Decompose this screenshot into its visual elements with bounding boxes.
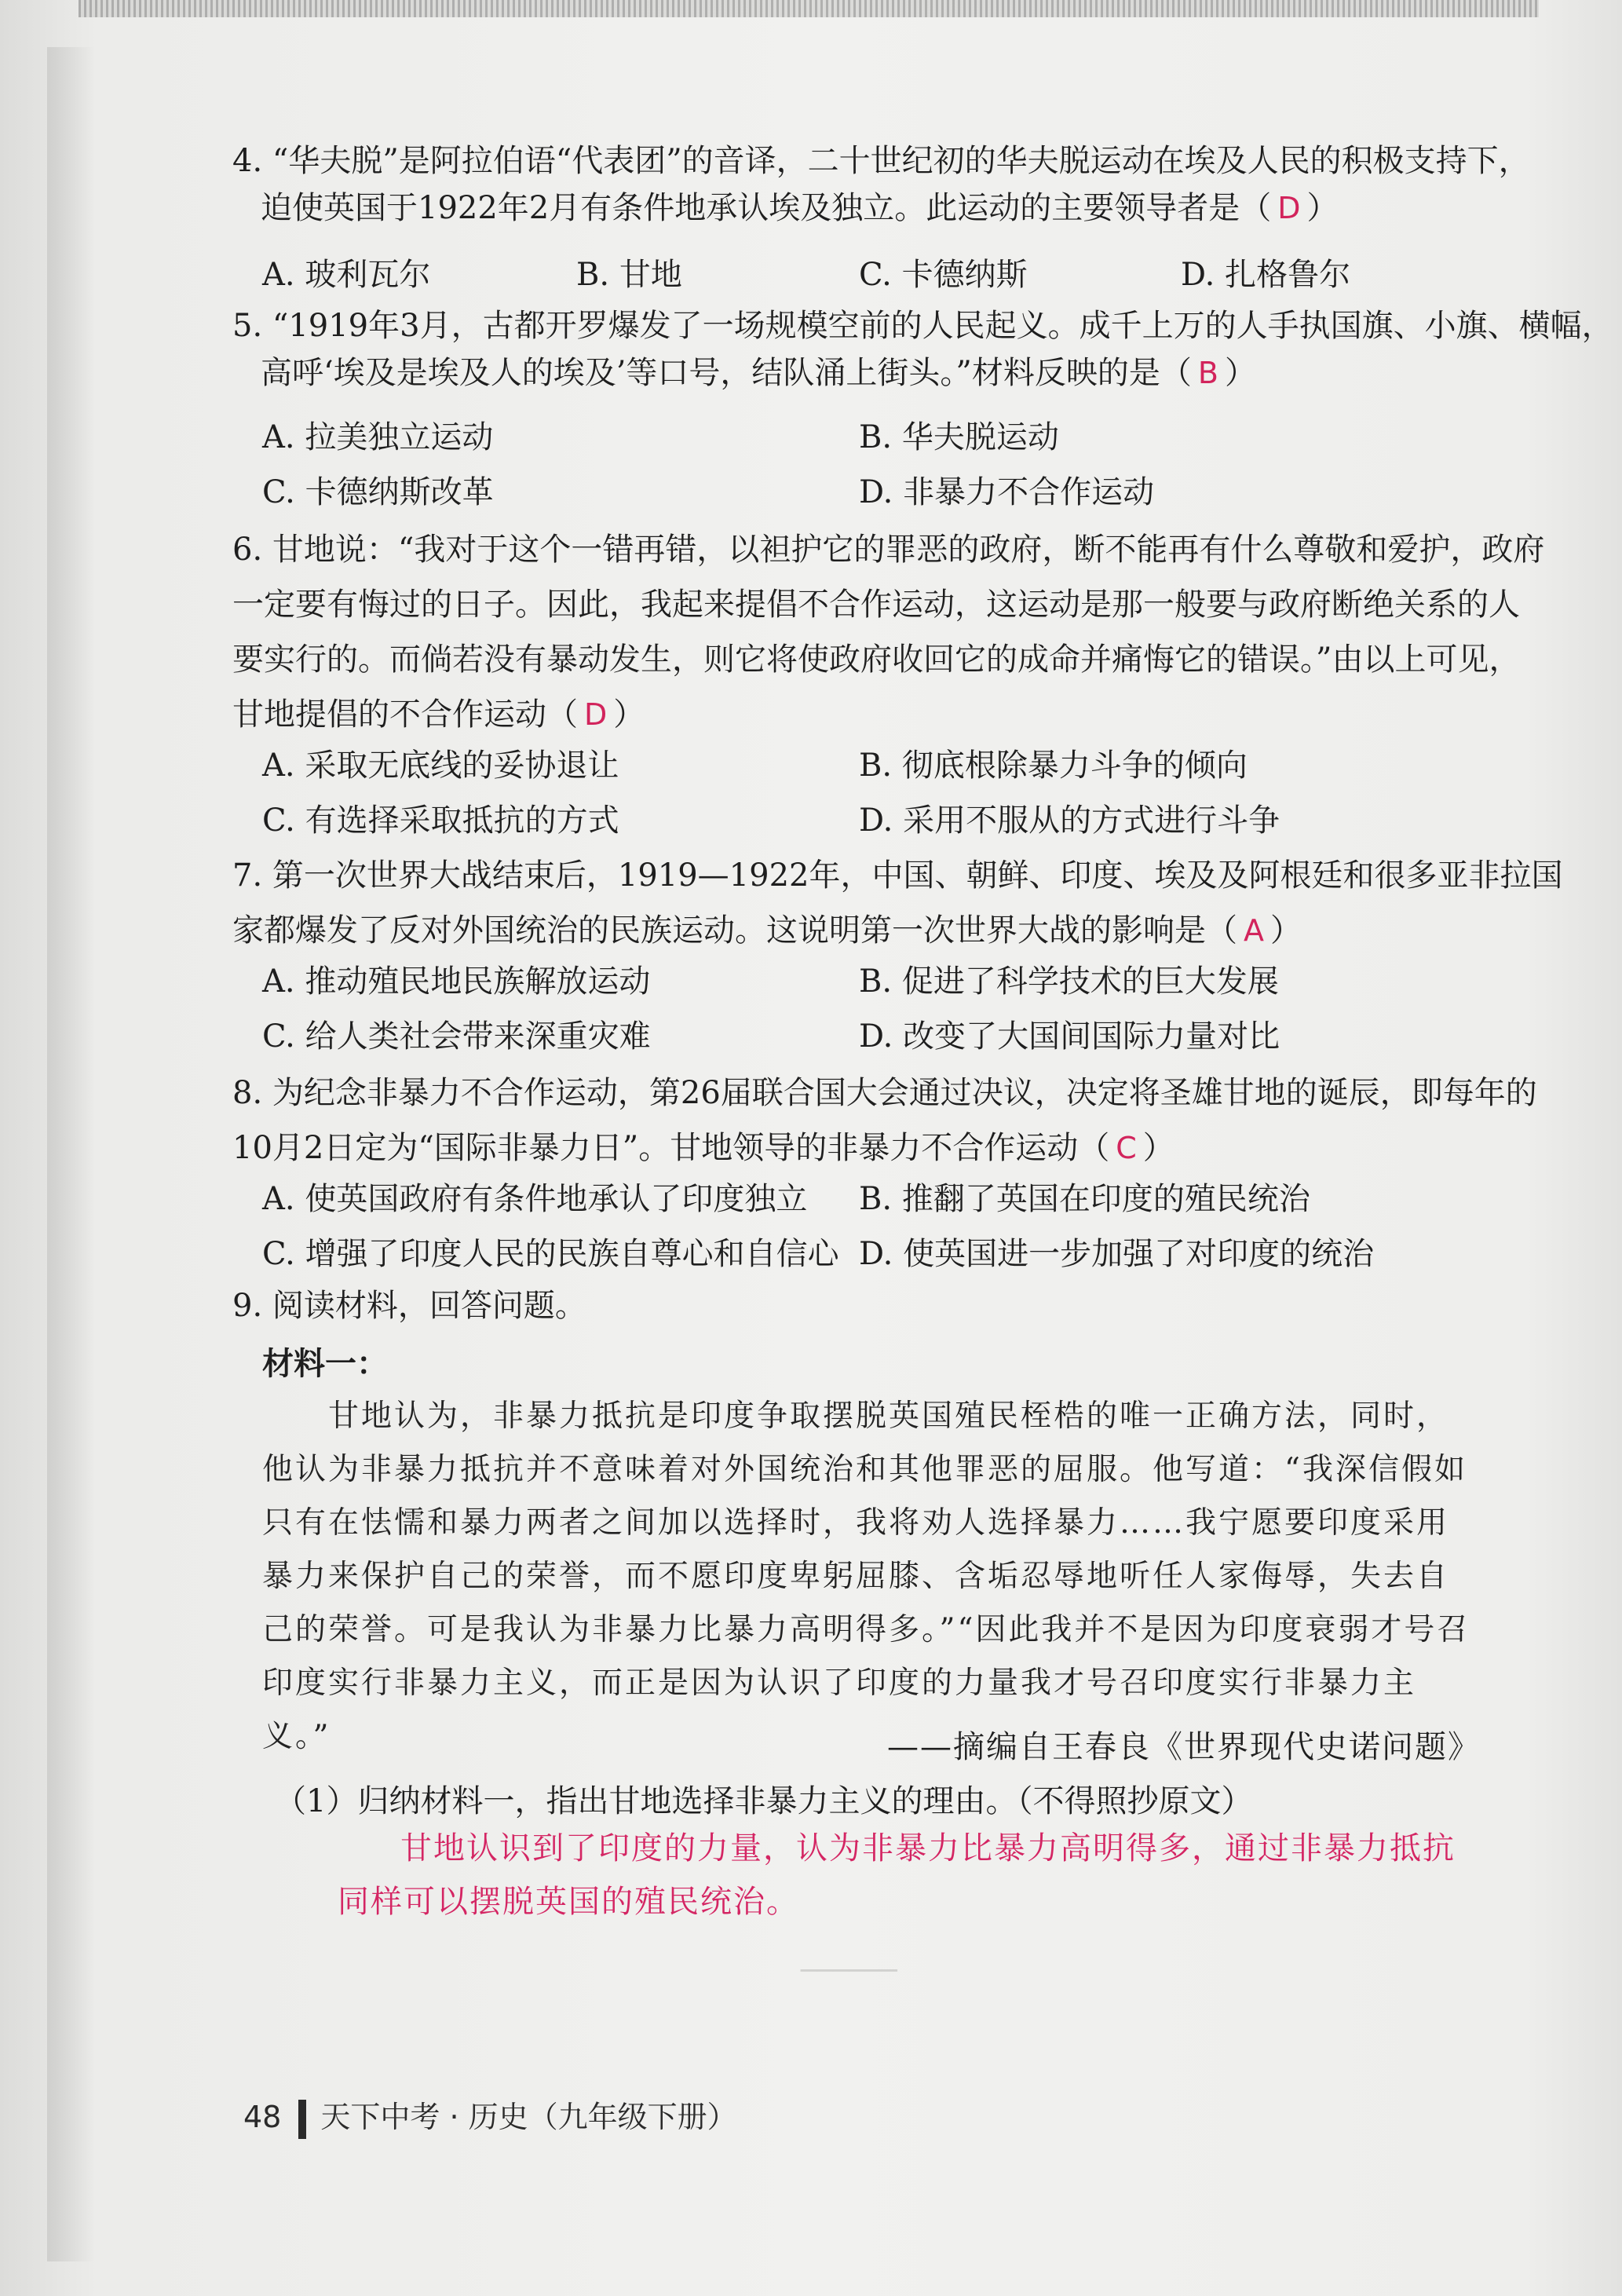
question-8-answer: C (1116, 1131, 1137, 1165)
page-footer (243, 2093, 737, 2139)
page-fold-shadow (47, 47, 94, 2261)
question-7-stem-end: 家都爆发了反对外国统治的民族运动。这说明第一次世界大战的影响是（ (232, 912, 1237, 949)
question-4-stem-end: 迫使英国于1922年2月有条件地承认埃及独立。此运动的主要领导者是（ (261, 190, 1272, 226)
question-8-line-1: 8. 为纪念非暴力不合作运动，第26届联合国大会通过决议，决定将圣雄甘地的诞辰，即每年的 (232, 1075, 1537, 1111)
question-5-line-1: 5. “1919年3月，古都开罗爆发了一场规模空前的人民起义。成千上万的人手执国旗、小旗、横幅， (232, 308, 1613, 344)
question-4-line-2 (232, 185, 1481, 232)
option-d: D. 扎格鲁尔 (1181, 257, 1351, 293)
question-9-title: 9. 阅读材料，回答问题。 (232, 1288, 586, 1324)
option-d: D. 采用不服从的方式进行斗争 (859, 803, 1280, 839)
option-a: A. 推动殖民地民族解放运动 (262, 963, 651, 1000)
bleed-through-text: ────── (801, 1955, 897, 1987)
question-5-close-paren: ） (1224, 355, 1256, 391)
question-8-stem-end: 10月2日定为“国际非暴力日”。甘地领导的非暴力不合作运动（ (232, 1130, 1110, 1166)
question-6-answer: D (584, 697, 608, 732)
question-5-answer: B (1197, 356, 1218, 390)
book-title: 天下中考 · 历史（九年级下册） (320, 2100, 737, 2134)
question-7-close-paren: ） (1270, 912, 1302, 949)
option-b: B. 推翻了英国在印度的殖民统治 (859, 1181, 1310, 1217)
question-6 (232, 522, 1545, 742)
option-b: B. 华夫脱运动 (859, 419, 1059, 455)
question-4 (232, 137, 1530, 232)
question-6-stem-end: 甘地提倡的不合作运动（ (232, 696, 578, 733)
question-6-close-paren: ） (613, 696, 645, 733)
option-c: C. 给人类社会带来深重灾难 (262, 1018, 651, 1055)
question-6-line-1: 6. 甘地说：“我对于这个一错再错，以袒护它的罪恶的政府，断不能再有什么尊敬和爱护，政府 (232, 532, 1545, 568)
question-4-close-paren: ） (1306, 190, 1339, 226)
question-8-close-paren: ） (1142, 1130, 1174, 1166)
option-d: D. 使英国进一步加强了对印度的统治 (859, 1236, 1375, 1272)
material-one-label: 材料一： (262, 1345, 388, 1382)
page-top-edge (79, 0, 1539, 17)
question-5-stem-end: 高呼‘埃及是埃及人的埃及’等口号，结队涌上街头。”材料反映的是（ (261, 355, 1192, 391)
option-a: A. 玻利瓦尔 (262, 257, 431, 293)
question-6-line-4 (232, 696, 645, 733)
option-c: C. 卡德纳斯改革 (262, 474, 494, 510)
material-source: ——摘编自王春良《世界现代史诺问题》 (887, 1729, 1481, 1765)
question-6-line-2: 一定要有悔过的日子。因此，我起来提倡不合作运动，这运动是那一般要与政府断绝关系的人 (232, 587, 1520, 623)
option-d: D. 非暴力不合作运动 (859, 474, 1155, 510)
question-7 (232, 848, 1563, 958)
question-4-answer: D (1277, 191, 1301, 225)
question-5 (232, 302, 1613, 397)
question-8-line-2 (232, 1130, 1174, 1166)
option-a: A. 使英国政府有条件地承认了印度独立 (262, 1181, 808, 1217)
material-one-quote: 甘地认为，非暴力抵抗是印度争取摆脱英国殖民桎梏的唯一正确方法，同时，他认为非暴力抵抗并不意味着对外国统治和其他罪恶的屈服。他写道：“我深信假如只有在怯懦和暴力两者之间加以选择时，我将劝人选择暴力……我宁愿要印度采用暴力来保护自己的荣誉，而不愿印度卑躬屈膝、含垢忍辱地听任人家侮辱，失去自己的荣誉。可是我认为非暴力比暴力高明得多。”“因此我并不是因为印度衰弱才号召印度实行非暴力主义，而正是因为认识了印度的力量我才号召印度实行非暴力主义。” (262, 1398, 1470, 1754)
question-5-line-2 (232, 349, 1481, 397)
option-a: A. 拉美独立运动 (262, 419, 494, 455)
option-c: C. 卡德纳斯 (859, 257, 1028, 293)
option-b: B. 彻底根除暴力斗争的倾向 (859, 748, 1248, 784)
page-number: 48 (243, 2100, 282, 2134)
option-c: C. 有选择采取抵抗的方式 (262, 803, 619, 839)
sub-question-1: （1）归纳材料一，指出甘地选择非暴力主义的理由。（不得照抄原文） (275, 1783, 1253, 1819)
handwritten-answer: 甘地认识到了印度的力量，认为非暴力比暴力高明得多，通过非暴力抵抗同样可以摆脱英国的殖民统治。 (338, 1830, 1456, 1920)
question-4-line-1: 4. “华夫脱”是阿拉伯语“代表团”的音译，二十世纪初的华夫脱运动在埃及人民的积极支持下， (232, 143, 1530, 179)
question-7-line-1: 7. 第一次世界大战结束后，1919—1922年，中国、朝鲜、印度、埃及及阿根廷和很多亚非拉国 (232, 857, 1563, 894)
option-d: D. 改变了大国间国际力量对比 (859, 1018, 1280, 1055)
footer-divider (298, 2100, 306, 2139)
option-b: B. 甘地 (576, 257, 682, 293)
option-c: C. 增强了印度人民的民族自尊心和自信心 (262, 1236, 839, 1272)
question-7-answer: A (1244, 913, 1264, 948)
question-8 (232, 1066, 1537, 1175)
question-6-line-3: 要实行的。而倘若没有暴动发生，则它将使政府收回它的成命并痛悔它的错误。”由以上可见， (232, 642, 1521, 678)
question-7-line-2 (232, 912, 1302, 949)
option-b: B. 促进了科学技术的巨大发展 (859, 963, 1279, 1000)
option-a: A. 采取无底线的妥协退让 (262, 748, 619, 784)
